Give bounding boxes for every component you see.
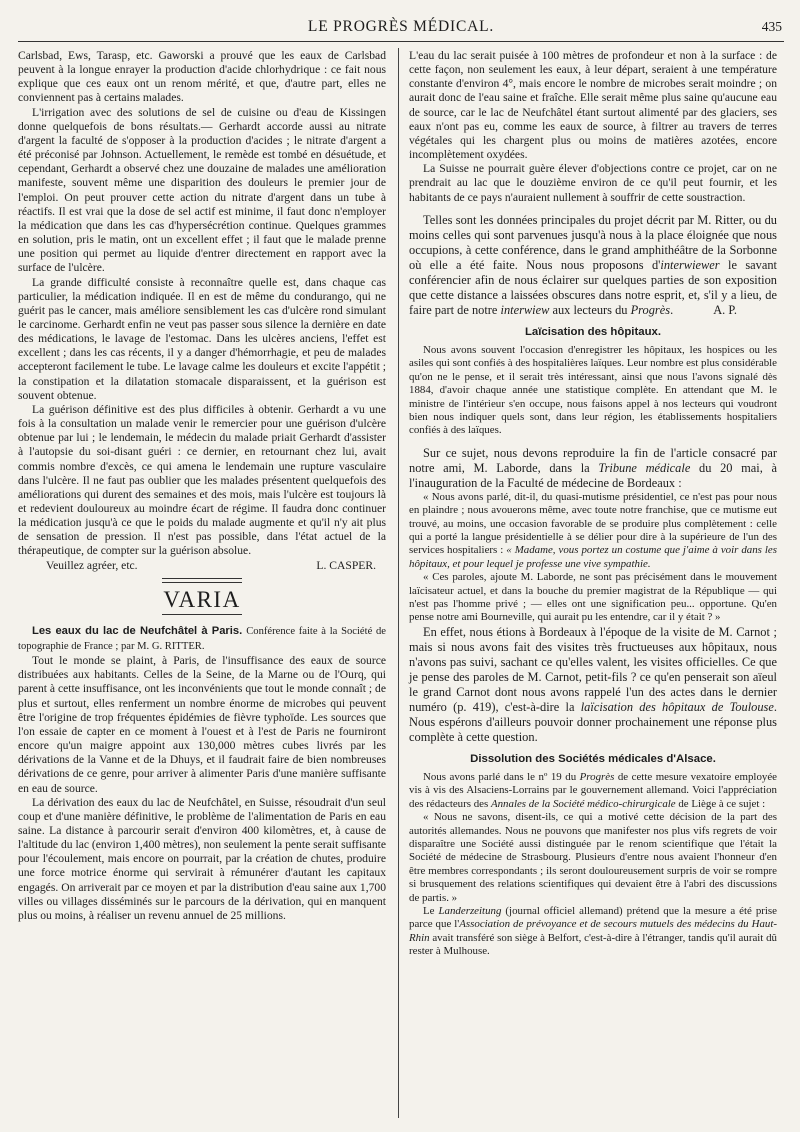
closing-text: Veuillez agréer, etc. bbox=[46, 558, 138, 572]
italic-run: Association de prévoyance et de secours mutuels des médecins du Haut-Rhin bbox=[409, 918, 777, 944]
paragraph: « Nous ne savons, disent-ils, ce qui a motivé cette décision de la part des autorités allemandes. Nous ne pouvons que manifester nos plus vifs regrets de voir disparaître une Société aussi distinguée par le renom scientifique que l'était la Société de médecine de Strasbourg. Plusieurs d'entre nous avaient l'honneur d'en être membres correspondants ; ils seront douloureusement surpris de voir se rompre si brusquement des relations scientifiques qui devaient être à l'abri des discussions de partis. » bbox=[409, 811, 777, 904]
italic-run: Annales de la Société médico-chirurgicale bbox=[490, 797, 676, 810]
text-run: Nous avons parlé dans le nº 19 du bbox=[423, 770, 580, 783]
text-run: le savant conférencier afin de nous éclairer sur quelques parties de son exposition que cette distance a laissées obscures dans notre esprit, et, s'il y a lieu, de faire part de notre bbox=[409, 257, 777, 317]
section-heading-dissolution: Dissolution des Sociétés médicales d'Alsace. bbox=[470, 752, 716, 765]
paragraph: « Ces paroles, ajoute M. Laborde, ne sont pas précisément dans le mouvement laïcisateur actuel, et dans la bouche du premier magistrat de la République — qui n'est pas l'homme privé ; — elles ont une signification peu... opportune. Qu'en pense notre ami Bourneville, qui aurait pu les entendre, car il y était ? » bbox=[409, 571, 777, 624]
right-column bbox=[409, 49, 777, 959]
paragraph bbox=[409, 625, 777, 745]
paragraph: La dérivation des eaux du lac de Neufchâtel, en Suisse, résoudrait d'un seul coup et d'une manière définitive, le problème de l'alimentation de Paris en eau saine. La distance à parcourir serait d'environ 400 kilomètres, et, à cause de l'altitude du lac (environ 1,400 mètres), non seulement la pente serait suffisante pour l'écoulement, mais encore on pourrait, par la création de chutes, produire une force motrice énorme qui servirait à rémunérer d'autant les capitaux engagés. On arriverait par ce moyen et par la distribution d'eau saine aux 1,700 villes ou villages disséminés sur le parcours de la dérivation, qui en manquent plus ou moins, à réaliser un revenu annuel de 25 millions. bbox=[18, 795, 386, 922]
italic-run: interwiew bbox=[500, 302, 550, 317]
paragraph: La guérison définitive est des plus difficiles à obtenir. Gerhardt a vu une fois à la consultation un malade venir le remercier pour une guérison d'ulcère obtenue par lui ; le lendemain, le médecin du malade priait Gerhardt d'assister à l'autopsie du soi-disant guéri : ce dernier, en retournant chez lui, avait commis nombre d'excès, ce qui amena le lendemain une rupture vasculaire dans l'ulcère. Il ne faut pas oublier que les malades présentent quelquefois des améliorations qui durent des semaines et des mois, mais l'ulcère est toujours là et redevient douloureux au moindre écart de régime. Il faudra donc continuer la médication jusqu'à ce que le poids du malade augmente et qu'il n'y ait plus de sensation de pression. Il n'est pas possible, dans l'état actuel de la thérapeutique, de compter sur la guérison absolue. bbox=[18, 402, 386, 558]
column-divider bbox=[398, 48, 399, 1118]
italic-run: Landerzeitung bbox=[438, 905, 502, 917]
page-number: 435 bbox=[761, 19, 782, 34]
italic-run: Progrès bbox=[630, 302, 671, 317]
italic-run: interwiewer bbox=[660, 257, 720, 272]
section-title-varia: VARIA bbox=[163, 586, 241, 612]
text-run: . bbox=[670, 302, 674, 317]
italic-run: Progrès bbox=[579, 770, 615, 783]
journal-title: LE PROGRÈS MÉDICAL. bbox=[307, 18, 495, 35]
section-heading-laicisation: Laïcisation des hôpitaux. bbox=[524, 325, 662, 338]
text-run: En effet, nous étions à Bordeaux à l'époque de la visite de M. Carnot ; mais si nous avons fait des visites très fructueuses aux hôpitaux, nous n'avons pas suivi, sachant ce qu'elles valent, les visites officielles. Ce que je pense des paroles de M. Carnot, petit-fils ? ce qu'en penserait son aïeul le grand Carnot dont nous avons rappelé l'un des actes dans le dernier numéro (p. 419), c'est-à-dire la bbox=[409, 624, 777, 714]
text-run: aux lecteurs du bbox=[549, 302, 631, 317]
text-run: du 20 mai, à l'inauguration de la Faculté de médecine de Bordeaux : bbox=[409, 460, 777, 490]
text-run: avait transféré son siège à Belfort, c'est-à-dire à l'étranger, tandis qu'il aurait dû rester à Mulhouse. bbox=[409, 931, 777, 958]
paragraph: L'irrigation avec des solutions de sel de cuisine ou d'eau de Kissingen donne quelquefois de bons résultats.— Gerhardt accorde aussi au nitrate d'argent la faculté de s'opposer à la production d'acides ; le nitrate d'argent a été préconisé par Johnson. Actuellement, le remède est tombé en désuétude, et cependant, Gerhardt a observé chez une douzaine de malades une amélioration manifeste, souvent même une disparition des douleurs le premier jour de l'emploi. On peut prouver cette action du nitrate d'argent dans un tube à réactifs. Il est vrai que la dose de sel actif est minime, il faut donc n'employer la médication que dans les cas d'hypersécrétion continue. Quelques grammes en solution, pris le matin, ont un excellent effet ; il faut que le malade prenne une position qui permet au liquide d'entrer directement en rapport avec la surface de l'ulcère. bbox=[18, 105, 386, 275]
article-heading bbox=[18, 624, 386, 654]
paragraph bbox=[409, 213, 777, 318]
paragraph: Carlsbad, Ews, Tarasp, etc. Gaworski a prouvé que les eaux de Carlsbad peuvent à la longue enrayer la production d'acide chlorhydrique : ce fait nous explique que ces eaux ont un renom mérité, et que, d'autre part, elles ne conviennent pas à certains malades. bbox=[18, 49, 386, 105]
text-run: de Liège à ce sujet : bbox=[675, 797, 766, 810]
paragraph: La grande difficulté consiste à reconnaître quelle est, dans chaque cas particulier, la médication indiquée. Il en est de même du condurango, qui ne guérit pas le cancer, mais améliore sensiblement les cas d'ulcère rond simulant le carcinome. Gerhardt enfin ne veut pas passer sous silence la dernière en date des médications, le lavage de l'estomac. Dans les ulcères anciens, l'effet est excellent ; dans les cas récents, il y a danger d'hémorrhagie, et peu de malades accepteront facilement le tube. Le lavage calme les douleurs et excite l'appétit ; la constipation et la dilatation stomacale disparaissent, et la guérison est souvent obtenue. bbox=[18, 275, 386, 402]
text-run: de cette mesure vexatoire employée vis à vis des Alsaciens-Lorrains par le gouvernement allemand. Voici l'appréciation des rédacteurs des bbox=[409, 770, 778, 810]
text-run: Le bbox=[423, 905, 439, 917]
italic-run: laïcisation des hôpitaux de Toulouse bbox=[580, 699, 774, 714]
article-subtitle: Conférence faite à la Société de topographie de France ; par M. G. RITTER. bbox=[18, 625, 386, 652]
text-run: Sur ce sujet, nous devons reproduire la fin de l'article consacré par notre ami, M. Laborde, dans la bbox=[409, 445, 777, 475]
letter-closing bbox=[18, 559, 386, 573]
text-run: . Nous espérons d'ailleurs pouvoir donner prochainement une réponse plus complète à cette question. bbox=[409, 699, 777, 744]
paragraph bbox=[409, 446, 777, 491]
italic-run: « Madame, vous portez un costume que j'aime à voir dans les hôpitaux, et pour lequel je professe une vive sympathie. bbox=[409, 544, 778, 570]
text-run: « Nous avons parlé, dit-il, du quasi-mutisme présidentiel, ce n'est pas pour nous en plaindre ; nous avouerons même, avec toute notre franchise, que ce mutisme eut trouvé, au moins, une occasion favorable de se produire plus complètement : celle qui a porté la langue présidentielle à se délier pour dire à la supérieure de l'un des services hospitaliers : bbox=[409, 490, 777, 557]
paragraph: L'eau du lac serait puisée à 100 mètres de profondeur et non à la surface : de cette façon, non seulement les eaux, à leur départ, seraient à une température constante d'environ 4°, mais encore le nombre de microbes serait moindre ; on aurait donc de l'eau saine et fraîche. Elle serait même plus saine qu'aucune eau de source, car le lac de Neufchâtel étant surtout alimenté par des glaciers, ses eaux n'ont pas eu, comme les eaux de source, à filtrer au travers de terres végétales qui les chargent plus ou moins de matières azotées, encore incomplètement oxydées. bbox=[409, 49, 777, 162]
paragraph: Nous avons souvent l'occasion d'enregistrer les hôpitaux, les hospices ou les asiles qui sont confiés à des hospitalières laïques. Leur nombre est plus considérable qu'on ne le pense, et il serait très intéressant, ainsi que nous l'avons signalé dès 1884, d'avoir chaque année une statistique complète. En attendant que M. le ministre de l'intérieur s'en occupe, nous faisons appel à nos lecteurs qui voudront bien nous indiquer quels sont, dans leur région, les établissements hospitaliers confiés à des laïques. bbox=[409, 343, 777, 437]
article-title: Les eaux du lac de Neufchâtel à Paris. bbox=[32, 624, 243, 637]
paragraph bbox=[409, 771, 777, 811]
paragraph: La Suisse ne pourrait guère élever d'objections contre ce projet, car on ne prendrait au lac que le douzième environ de ce qu'il peut fournir, et les habitants de ce pays n'auraient nullement à souffrir de cette soustraction. bbox=[409, 162, 777, 204]
journal-page bbox=[18, 16, 784, 1120]
paragraph: Tout le monde se plaint, à Paris, de l'insuffisance des eaux de source distribuées aux habitants. Celles de la Seine, de la Marne ou de l'Ourq, qui parent à cette insuffisance, ont les inconvénients que tout le monde connaît ; de plus et surtout, elles renferment un nombre énorme de microbes qui peuvent être l'origine de trop fréquentes épidémies de fièvre typhoïde. Les sources que l'on essaie de capter en ce moment à l'ouest et à l'est de Paris ne fourniront encore qu'un maigre appoint aux 130,000 mètres cubes livrés par les dérivations de la Vanne et de la Dhuys, et il faudrait faire de bien nombreuses dérivations de ce genre, pour arriver à alimenter Paris d'une manière suffisante en eau de source. bbox=[18, 654, 386, 795]
signature: L. CASPER. bbox=[316, 558, 376, 572]
title-underline bbox=[162, 614, 242, 615]
paragraph bbox=[409, 905, 777, 959]
text-run: Telles sont les données principales du projet décrit par M. Ritter, ou du moins celles qui sont parvenues jusqu'à nous à la place éloignée que nous occupions, à cette conférence, dans le grand amphithéâtre de la Sorbonne où elle a été faite. Nous nous proposons d' bbox=[409, 212, 777, 272]
page-header bbox=[18, 16, 784, 42]
text-run: (journal officiel allemand) prétend que la mesure a été prise parce que l' bbox=[409, 905, 777, 931]
ornament-rule bbox=[162, 578, 242, 583]
paragraph bbox=[409, 491, 777, 571]
italic-run: Tribune médicale bbox=[598, 460, 691, 475]
author-initials: A. P. bbox=[713, 302, 737, 317]
left-column bbox=[18, 49, 386, 923]
